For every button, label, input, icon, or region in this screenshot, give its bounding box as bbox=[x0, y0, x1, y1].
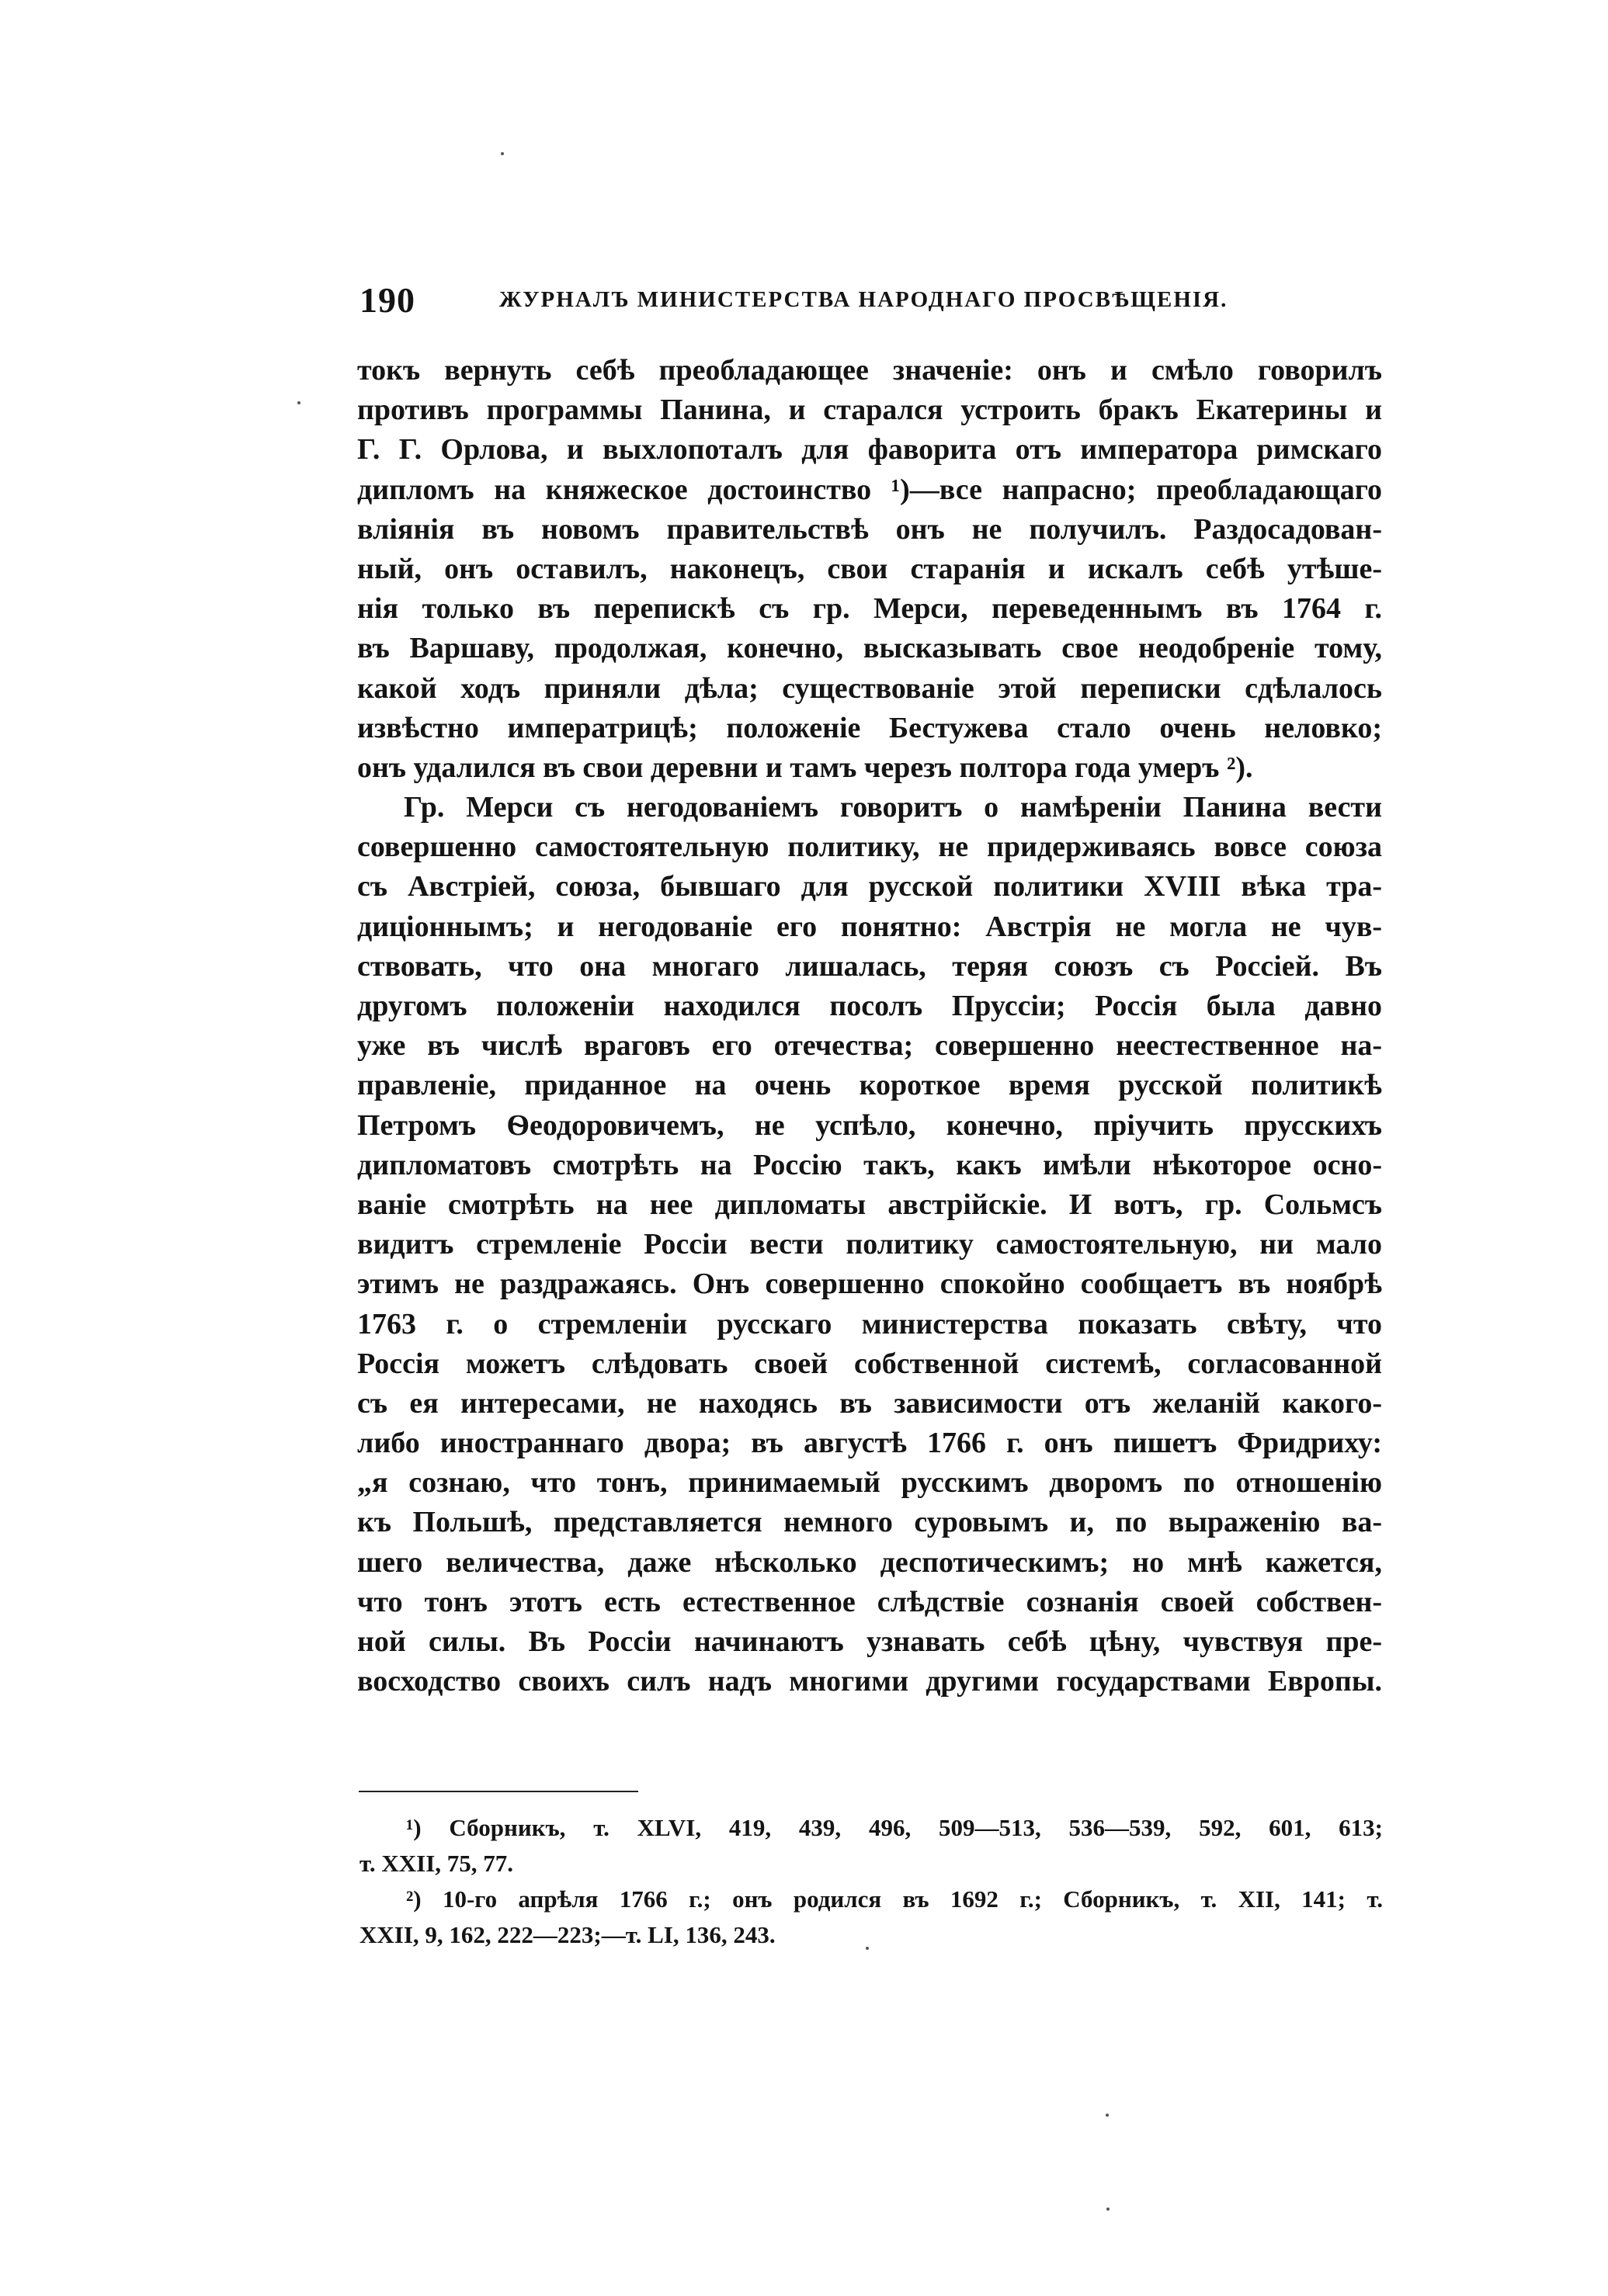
text-line: извѣстно императрицѣ; положеніе Бестужева стало очень неловко; bbox=[357, 711, 1382, 744]
text-line: ный, онъ оставилъ, наконецъ, свои старанія и искалъ себѣ утѣше- bbox=[357, 552, 1382, 585]
text-line: совершенно самостоятельную политику, не придерживаясь вовсе союза bbox=[357, 831, 1382, 864]
paragraph-2 bbox=[357, 788, 1382, 1701]
speck-mark bbox=[297, 401, 300, 404]
text-line: Россія можетъ слѣдовать своей собственной системѣ, согласованной bbox=[357, 1347, 1382, 1380]
text-line: дипломатовъ смотрѣть на Россію такъ, какъ имѣли нѣкоторое осно- bbox=[357, 1148, 1382, 1181]
text-line: ваніе смотрѣть на нее дипломаты австрійскіе. И вотъ, гр. Сольмсъ bbox=[357, 1188, 1382, 1221]
text-line: Гр. Мерси съ негодованіемъ говоритъ о намѣреніи Панина вести bbox=[404, 791, 1382, 824]
text-line: либо иностраннаго двора; въ августѣ 1766 г. онъ пишетъ Фридриху: bbox=[357, 1427, 1382, 1460]
text-line: этимъ не раздражаясь. Онъ совершенно спокойно сообщаетъ въ ноябрѣ bbox=[357, 1268, 1382, 1301]
text-line: диціоннымъ; и негодованіе его понятно: Австрія не могла не чув- bbox=[357, 910, 1382, 943]
page-header bbox=[359, 279, 1272, 326]
main-text bbox=[357, 351, 1382, 1701]
text-line: ной силы. Въ Россіи начинаютъ узнавать себѣ цѣну, чувствуя пре- bbox=[357, 1625, 1382, 1658]
text-line: видитъ стремленіе Россіи вести политику самостоятельную, ни мало bbox=[357, 1228, 1382, 1261]
text-line: онъ удалился въ свои деревни и тамъ черезъ полтора года умеръ ²). bbox=[357, 751, 1253, 784]
text-line: шего величества, даже нѣсколько деспотическимъ; но мнѣ кажется, bbox=[357, 1545, 1382, 1579]
text-line: что тонъ этотъ есть естественное слѣдствіе сознанія своей собствен- bbox=[357, 1585, 1382, 1618]
footnote-line: ¹) Сборникъ, т. XLVI, 419, 439, 496, 509—513, 536—539, 592, 601, 613; bbox=[406, 1814, 1383, 1841]
footnote-separator bbox=[359, 1791, 638, 1792]
speck-mark bbox=[1106, 2114, 1109, 2117]
footnote-line: т. XXII, 75, 77. bbox=[359, 1850, 514, 1877]
text-line: ствовать, что она многаго лишалась, теряя союзъ съ Россіей. Въ bbox=[357, 949, 1382, 983]
text-line: „я сознаю, что тонъ, принимаемый русскимъ дворомъ по отношенію bbox=[357, 1466, 1382, 1500]
text-line: дипломъ на княжеское достоинство ¹)—все напрасно; преобладающаго bbox=[357, 473, 1382, 506]
text-line: токъ вернуть себѣ преобладающее значеніе: онъ и смѣло говорилъ bbox=[357, 354, 1382, 387]
text-line: 1763 г. о стремленіи русскаго министерства показать свѣту, что bbox=[357, 1307, 1382, 1340]
text-line: противъ программы Панина, и старался устроить бракъ Екатерины и bbox=[357, 394, 1382, 427]
text-line: съ Австріей, союза, бывшаго для русской политики XVIII вѣка тра- bbox=[357, 870, 1382, 903]
text-line: уже въ числѣ враговъ его отечества; совершенно неестественное на- bbox=[357, 1029, 1382, 1063]
text-line: другомъ положеніи находился посолъ Пруссіи; Россія была давно bbox=[357, 990, 1382, 1022]
text-line: Петромъ Ѳеодоровичемъ, не успѣло, конечно, пріучить прусскихъ bbox=[357, 1108, 1382, 1142]
text-line: къ Польшѣ, представляется немного суровымъ и, по выраженію ва- bbox=[357, 1506, 1382, 1539]
text-line: нія только въ перепискѣ съ гр. Мерси, переведеннымъ въ 1764 г. bbox=[357, 592, 1382, 626]
text-line: восходство своихъ силъ надъ многими другими государствами Европы. bbox=[357, 1665, 1382, 1698]
footnote-line: ²) 10-го апрѣля 1766 г.; онъ родился въ 1692 г.; Сборникъ, т. XII, 141; т. bbox=[406, 1885, 1383, 1913]
text-line: Г. Г. Орлова, и выхлопоталъ для фаворита отъ императора римскаго bbox=[357, 433, 1382, 466]
footnote-line: XXII, 9, 162, 222—223;—т. LI, 136, 243. bbox=[359, 1921, 776, 1948]
speck-mark bbox=[501, 152, 504, 155]
page-number: 190 bbox=[359, 280, 415, 320]
text-line: какой ходъ приняли дѣла; существованіе этой переписки сдѣлалось bbox=[357, 671, 1382, 705]
text-line: правленіе, приданное на очень короткое время русской политикѣ bbox=[357, 1069, 1382, 1102]
text-line: въ Варшаву, продолжая, конечно, высказывать свое неодобреніе тому, bbox=[357, 632, 1382, 665]
text-line: съ ея интересами, не находясь въ зависимости отъ желаній какого- bbox=[357, 1386, 1382, 1420]
speck-mark bbox=[1106, 2208, 1110, 2211]
paragraph-1 bbox=[357, 351, 1382, 788]
text-line: вліянія въ новомъ правительствѣ онъ не получилъ. Раздосадован- bbox=[357, 512, 1382, 546]
running-title: ЖУРНАЛЪ МИНИСТЕРСТВА НАРОДНАГО ПРОСВѢЩЕНІЯ. bbox=[499, 287, 1228, 312]
footnotes bbox=[359, 1810, 1383, 1953]
speck-mark bbox=[866, 1947, 869, 1950]
